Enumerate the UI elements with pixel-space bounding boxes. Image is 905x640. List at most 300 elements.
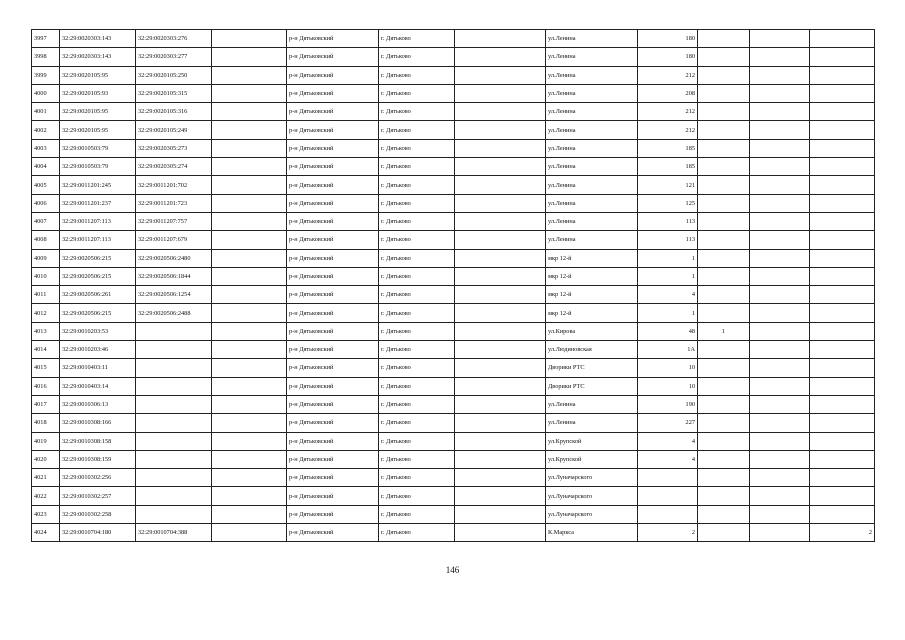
empty-cell [212,231,287,249]
page-number: 146 [445,565,460,575]
extra-number-cell [698,231,750,249]
extra-number-cell [698,212,750,230]
row-number-cell: 4021 [32,469,60,487]
house-number-cell: 212 [638,103,698,121]
row-number-cell: 4023 [32,505,60,523]
cadastral-number-cell: 32:29:0020105:95 [60,103,136,121]
empty-cell [455,377,546,395]
empty-cell [212,176,287,194]
extra-number-cell [698,450,750,468]
house-number-cell: 227 [638,414,698,432]
empty-cell [212,158,287,176]
empty-cell [212,450,287,468]
city-cell: г. Дятьково [379,194,455,212]
empty-cell [212,84,287,102]
empty-cell [750,48,810,66]
table-row [32,48,875,66]
empty-cell [750,176,810,194]
extra-number-cell [698,377,750,395]
house-number-cell: 212 [638,121,698,139]
district-cell: р-н Дятьковский [287,139,379,157]
extra-number-cell [698,30,750,48]
city-cell: г. Дятьково [379,377,455,395]
related-cadastral-number-cell: 32:29:0011207:757 [136,212,212,230]
city-cell: г. Дятьково [379,450,455,468]
empty-cell [750,505,810,523]
related-cadastral-number-cell: 32:29:0020506:1844 [136,267,212,285]
related-cadastral-number-cell: 32:29:0020105:249 [136,121,212,139]
district-cell: р-н Дятьковский [287,341,379,359]
house-number-cell [638,505,698,523]
district-cell: р-н Дятьковский [287,103,379,121]
related-cadastral-number-cell: 32:29:0020105:316 [136,103,212,121]
empty-cell [750,414,810,432]
related-cadastral-number-cell [136,487,212,505]
district-cell: р-н Дятьковский [287,48,379,66]
city-cell: г. Дятьково [379,341,455,359]
district-cell: р-н Дятьковский [287,432,379,450]
city-cell: г. Дятьково [379,30,455,48]
empty-cell [212,249,287,267]
empty-cell [750,121,810,139]
table-row [32,505,875,523]
empty-cell [455,84,546,102]
empty-cell [212,286,287,304]
empty-cell [212,304,287,322]
empty-cell [212,487,287,505]
extra-number-cell [698,395,750,413]
row-number-cell: 3998 [32,48,60,66]
extra-number-cell [698,414,750,432]
related-cadastral-number-cell: 32:29:0020105:250 [136,66,212,84]
empty-cell [750,194,810,212]
extra-value-cell [810,286,875,304]
house-number-cell: 185 [638,139,698,157]
district-cell: р-н Дятьковский [287,487,379,505]
street-cell: ул.Ленина [546,121,638,139]
cadastral-number-cell: 32:29:0010306:13 [60,395,136,413]
table-row [32,377,875,395]
empty-cell [455,212,546,230]
table-row [32,267,875,285]
table-row [32,249,875,267]
table-row [32,139,875,157]
district-cell: р-н Дятьковский [287,359,379,377]
related-cadastral-number-cell [136,432,212,450]
row-number-cell: 4002 [32,121,60,139]
empty-cell [455,524,546,542]
related-cadastral-number-cell [136,359,212,377]
extra-number-cell [698,158,750,176]
row-number-cell: 4007 [32,212,60,230]
house-number-cell: 10 [638,359,698,377]
street-cell: мкр 12-й [546,267,638,285]
extra-number-cell [698,249,750,267]
city-cell: г. Дятьково [379,505,455,523]
table-row [32,231,875,249]
empty-cell [212,395,287,413]
empty-cell [212,48,287,66]
empty-cell [455,322,546,340]
empty-cell [455,450,546,468]
district-cell: р-н Дятьковский [287,524,379,542]
empty-cell [212,414,287,432]
table-row [32,176,875,194]
house-number-cell: 190 [638,395,698,413]
street-cell: ул.Ленина [546,103,638,121]
extra-value-cell [810,139,875,157]
extra-number-cell [698,84,750,102]
related-cadastral-number-cell: 32:29:0010704:388 [136,524,212,542]
table-row [32,450,875,468]
related-cadastral-number-cell [136,414,212,432]
cadastral-number-cell: 32:29:0020506:215 [60,304,136,322]
empty-cell [750,249,810,267]
cadastral-number-cell: 32:29:0010203:46 [60,341,136,359]
extra-value-cell [810,194,875,212]
row-number-cell: 4020 [32,450,60,468]
related-cadastral-number-cell: 32:29:0020305:273 [136,139,212,157]
empty-cell [750,286,810,304]
city-cell: г. Дятьково [379,322,455,340]
street-cell: ул.Ленина [546,158,638,176]
empty-cell [455,286,546,304]
city-cell: г. Дятьково [379,158,455,176]
extra-value-cell [810,377,875,395]
house-number-cell: 113 [638,212,698,230]
empty-cell [212,505,287,523]
extra-value-cell [810,322,875,340]
table-row [32,524,875,542]
city-cell: г. Дятьково [379,286,455,304]
city-cell: г. Дятьково [379,359,455,377]
extra-number-cell [698,66,750,84]
house-number-cell: 10 [638,377,698,395]
table-row [32,304,875,322]
related-cadastral-number-cell: 32:29:0011207:679 [136,231,212,249]
table-row [32,359,875,377]
cadastral-number-cell: 32:29:0020105:95 [60,66,136,84]
related-cadastral-number-cell: 32:29:0020506:1254 [136,286,212,304]
empty-cell [212,139,287,157]
empty-cell [750,66,810,84]
related-cadastral-number-cell [136,377,212,395]
street-cell: ул.Ленина [546,231,638,249]
table-row [32,30,875,48]
extra-number-cell [698,286,750,304]
extra-number-cell [698,432,750,450]
city-cell: г. Дятьково [379,524,455,542]
row-number-cell: 4016 [32,377,60,395]
empty-cell [455,505,546,523]
empty-cell [212,30,287,48]
district-cell: р-н Дятьковский [287,469,379,487]
row-number-cell: 4003 [32,139,60,157]
house-number-cell: 125 [638,194,698,212]
street-cell: ул.Крупской [546,450,638,468]
street-cell: мкр 12-й [546,286,638,304]
row-number-cell: 4019 [32,432,60,450]
house-number-cell: 121 [638,176,698,194]
empty-cell [455,231,546,249]
cadastral-number-cell: 32:29:0010503:79 [60,139,136,157]
cadastral-number-cell: 32:29:0010308:159 [60,450,136,468]
extra-value-cell [810,469,875,487]
empty-cell [212,66,287,84]
district-cell: р-н Дятьковский [287,377,379,395]
house-number-cell [638,469,698,487]
district-cell: р-н Дятьковский [287,450,379,468]
table-row [32,414,875,432]
district-cell: р-н Дятьковский [287,194,379,212]
table-row [32,212,875,230]
house-number-cell: 208 [638,84,698,102]
empty-cell [750,30,810,48]
empty-cell [455,139,546,157]
extra-value-cell [810,341,875,359]
extra-number-cell [698,469,750,487]
empty-cell [212,121,287,139]
empty-cell [750,524,810,542]
extra-value-cell [810,395,875,413]
empty-cell [455,48,546,66]
related-cadastral-number-cell: 32:29:0020506:2480 [136,249,212,267]
district-cell: р-н Дятьковский [287,304,379,322]
street-cell: ул.Кирова [546,322,638,340]
extra-number-cell [698,524,750,542]
related-cadastral-number-cell: 32:29:0020303:276 [136,30,212,48]
empty-cell [750,432,810,450]
extra-value-cell [810,432,875,450]
table-row [32,103,875,121]
empty-cell [455,469,546,487]
empty-cell [750,158,810,176]
district-cell: р-н Дятьковский [287,66,379,84]
city-cell: г. Дятьково [379,249,455,267]
street-cell: ул.Ленина [546,395,638,413]
registry-table-body [32,30,875,542]
extra-value-cell [810,249,875,267]
extra-number-cell: 1 [698,322,750,340]
street-cell: ул.Луначарского [546,487,638,505]
extra-value-cell [810,66,875,84]
empty-cell [212,322,287,340]
row-number-cell: 3999 [32,66,60,84]
empty-cell [750,103,810,121]
house-number-cell: 1 [638,304,698,322]
empty-cell [212,524,287,542]
house-number-cell: 180 [638,48,698,66]
extra-number-cell [698,304,750,322]
district-cell: р-н Дятьковский [287,322,379,340]
extra-number-cell [698,487,750,505]
empty-cell [750,267,810,285]
related-cadastral-number-cell: 32:29:0011201:723 [136,194,212,212]
district-cell: р-н Дятьковский [287,30,379,48]
related-cadastral-number-cell [136,341,212,359]
row-number-cell: 4011 [32,286,60,304]
row-number-cell: 3997 [32,30,60,48]
empty-cell [212,377,287,395]
extra-value-cell [810,231,875,249]
district-cell: р-н Дятьковский [287,249,379,267]
house-number-cell: 180 [638,30,698,48]
cadastral-number-cell: 32:29:0010503:79 [60,158,136,176]
extra-value-cell [810,103,875,121]
extra-value-cell [810,487,875,505]
empty-cell [455,341,546,359]
city-cell: г. Дятьково [379,121,455,139]
city-cell: г. Дятьково [379,231,455,249]
empty-cell [750,139,810,157]
row-number-cell: 4018 [32,414,60,432]
city-cell: г. Дятьково [379,48,455,66]
cadastral-number-cell: 32:29:0010302:258 [60,505,136,523]
district-cell: р-н Дятьковский [287,414,379,432]
district-cell: р-н Дятьковский [287,176,379,194]
district-cell: р-н Дятьковский [287,84,379,102]
cadastral-number-cell: 32:29:0010704:180 [60,524,136,542]
cadastral-number-cell: 32:29:0011201:237 [60,194,136,212]
city-cell: г. Дятьково [379,103,455,121]
city-cell: г. Дятьково [379,487,455,505]
table-row [32,341,875,359]
empty-cell [212,194,287,212]
table-row [32,158,875,176]
empty-cell [455,158,546,176]
street-cell: ул.Ленина [546,212,638,230]
extra-value-cell [810,505,875,523]
table-row [32,487,875,505]
row-number-cell: 4004 [32,158,60,176]
row-number-cell: 4005 [32,176,60,194]
empty-cell [750,450,810,468]
street-cell: ул.Ленина [546,48,638,66]
city-cell: г. Дятьково [379,267,455,285]
table-row [32,84,875,102]
cadastral-number-cell: 32:29:0010308:166 [60,414,136,432]
table-row [32,469,875,487]
cadastral-number-cell: 32:29:0020506:261 [60,286,136,304]
related-cadastral-number-cell [136,322,212,340]
district-cell: р-н Дятьковский [287,395,379,413]
cadastral-number-cell: 32:29:0020506:215 [60,267,136,285]
house-number-cell: 2 [638,524,698,542]
district-cell: р-н Дятьковский [287,286,379,304]
cadastral-number-cell: 32:29:0011201:245 [60,176,136,194]
empty-cell [455,395,546,413]
cadastral-number-cell: 32:29:0010302:256 [60,469,136,487]
house-number-cell: 4 [638,450,698,468]
row-number-cell: 4001 [32,103,60,121]
extra-value-cell [810,450,875,468]
empty-cell [212,359,287,377]
related-cadastral-number-cell [136,450,212,468]
empty-cell [750,377,810,395]
empty-cell [455,30,546,48]
street-cell: ул.Ленина [546,176,638,194]
city-cell: г. Дятьково [379,84,455,102]
house-number-cell [638,487,698,505]
street-cell: ул.Ленина [546,139,638,157]
extra-number-cell [698,505,750,523]
house-number-cell: 1 [638,267,698,285]
city-cell: г. Дятьково [379,66,455,84]
city-cell: г. Дятьково [379,414,455,432]
related-cadastral-number-cell: 32:29:0020105:315 [136,84,212,102]
district-cell: р-н Дятьковский [287,231,379,249]
city-cell: г. Дятьково [379,139,455,157]
empty-cell [455,359,546,377]
empty-cell [455,176,546,194]
empty-cell [455,103,546,121]
extra-value-cell [810,304,875,322]
extra-value-cell [810,121,875,139]
empty-cell [750,84,810,102]
row-number-cell: 4009 [32,249,60,267]
district-cell: р-н Дятьковский [287,267,379,285]
house-number-cell: 48 [638,322,698,340]
street-cell: К.Маркса [546,524,638,542]
extra-number-cell [698,267,750,285]
extra-value-cell [810,176,875,194]
extra-value-cell: 2 [810,524,875,542]
street-cell: мкр 12-й [546,249,638,267]
extra-number-cell [698,359,750,377]
extra-value-cell [810,84,875,102]
empty-cell [750,231,810,249]
cadastral-number-cell: 32:29:0010403:14 [60,377,136,395]
empty-cell [455,194,546,212]
city-cell: г. Дятьково [379,469,455,487]
empty-cell [750,304,810,322]
cadastral-number-cell: 32:29:0010302:257 [60,487,136,505]
extra-number-cell [698,341,750,359]
empty-cell [212,267,287,285]
extra-number-cell [698,121,750,139]
row-number-cell: 4022 [32,487,60,505]
empty-cell [455,414,546,432]
extra-number-cell [698,48,750,66]
row-number-cell: 4014 [32,341,60,359]
street-cell: Дворики РТС [546,377,638,395]
table-row [32,66,875,84]
row-number-cell: 4012 [32,304,60,322]
empty-cell [750,487,810,505]
row-number-cell: 4010 [32,267,60,285]
related-cadastral-number-cell: 32:29:0020303:277 [136,48,212,66]
table-row [32,322,875,340]
empty-cell [212,103,287,121]
city-cell: г. Дятьково [379,304,455,322]
extra-value-cell [810,359,875,377]
cadastral-number-cell: 32:29:0011207:113 [60,212,136,230]
extra-value-cell [810,30,875,48]
street-cell: ул.Луначарского [546,469,638,487]
cadastral-number-cell: 32:29:0011207:113 [60,231,136,249]
street-cell: Дворики РТС [546,359,638,377]
cadastral-number-cell: 32:29:0020303:143 [60,30,136,48]
extra-value-cell [810,212,875,230]
empty-cell [750,395,810,413]
empty-cell [455,66,546,84]
empty-cell [212,469,287,487]
table-row [32,286,875,304]
street-cell: ул.Ленина [546,30,638,48]
cadastral-number-cell: 32:29:0020105:93 [60,84,136,102]
empty-cell [455,121,546,139]
street-cell: ул.Ленина [546,66,638,84]
